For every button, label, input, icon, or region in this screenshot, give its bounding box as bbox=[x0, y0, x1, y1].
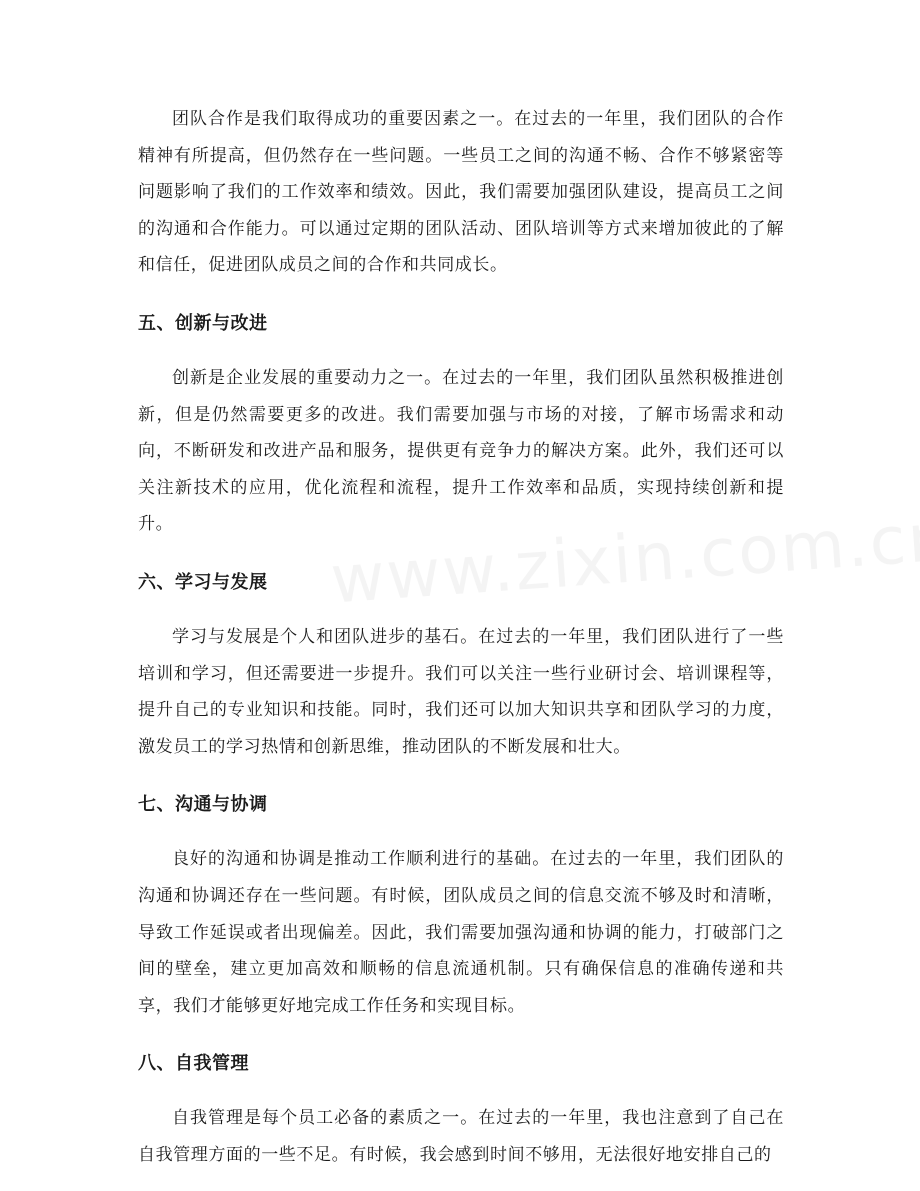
heading-learning: 六、学习与发展 bbox=[138, 571, 268, 593]
paragraph-self-management: 自我管理是每个员工必备的素质之一。在过去的一年里，我也注意到了自己在自我管理方面的一些不足。有时候，我会感到时间不够用，无法很好地安排自己的 bbox=[138, 1108, 784, 1165]
heading-communication: 七、沟通与协调 bbox=[138, 794, 268, 816]
paragraph-innovation: 创新是企业发展的重要动力之一。在过去的一年里，我们团队虽然积极推进创新，但是仍然需要更多的改进。我们需要加强与市场的对接，了解市场需求和动向，不断研发和改进产品和服务，提供更有竞争力的解决方案。此外，我们还可以关注新技术的应用，优化流程和流程，提升工作效率和品质，实现持续创新和提升。 bbox=[138, 367, 784, 535]
heading-self-management: 八、自我管理 bbox=[138, 1053, 249, 1075]
document-body bbox=[138, 101, 784, 1173]
paragraph-communication: 良好的沟通和协调是推动工作顺利进行的基础。在过去的一年里，我们团队的沟通和协调还存在一些问题。有时候，团队成员之间的信息交流不够及时和清晰，导致工作延误或者出现偏差。因此，我们需要加强沟通和协调的能力，打破部门之间的壁垒，建立更加高效和顺畅的信息流通机制。只有确保信息的准确传递和共享，我们才能够更好地完成工作任务和实现目标。 bbox=[138, 849, 784, 1016]
paragraph-learning: 学习与发展是个人和团队进步的基石。在过去的一年里，我们团队进行了一些培训和学习，但还需要进一步提升。我们可以关注一些行业研讨会、培训课程等，提升自己的专业知识和技能。同时，我们还可以加大知识共享和团队学习的力度，激发员工的学习热情和创新思维，推动团队的不断发展和壮大。 bbox=[138, 626, 784, 757]
heading-innovation: 五、创新与改进 bbox=[138, 312, 268, 334]
paragraph-teamwork: 团队合作是我们取得成功的重要因素之一。在过去的一年里，我们团队的合作精神有所提高，但仍然存在一些问题。一些员工之间的沟通不畅、合作不够紧密等问题影响了我们的工作效率和绩效。因此，我们需要加强团队建设，提高员工之间的沟通和合作能力。可以通过定期的团队活动、团队培训等方式来增加彼此的了解和信任，促进团队成员之间的合作和共同成长。 bbox=[138, 109, 784, 276]
